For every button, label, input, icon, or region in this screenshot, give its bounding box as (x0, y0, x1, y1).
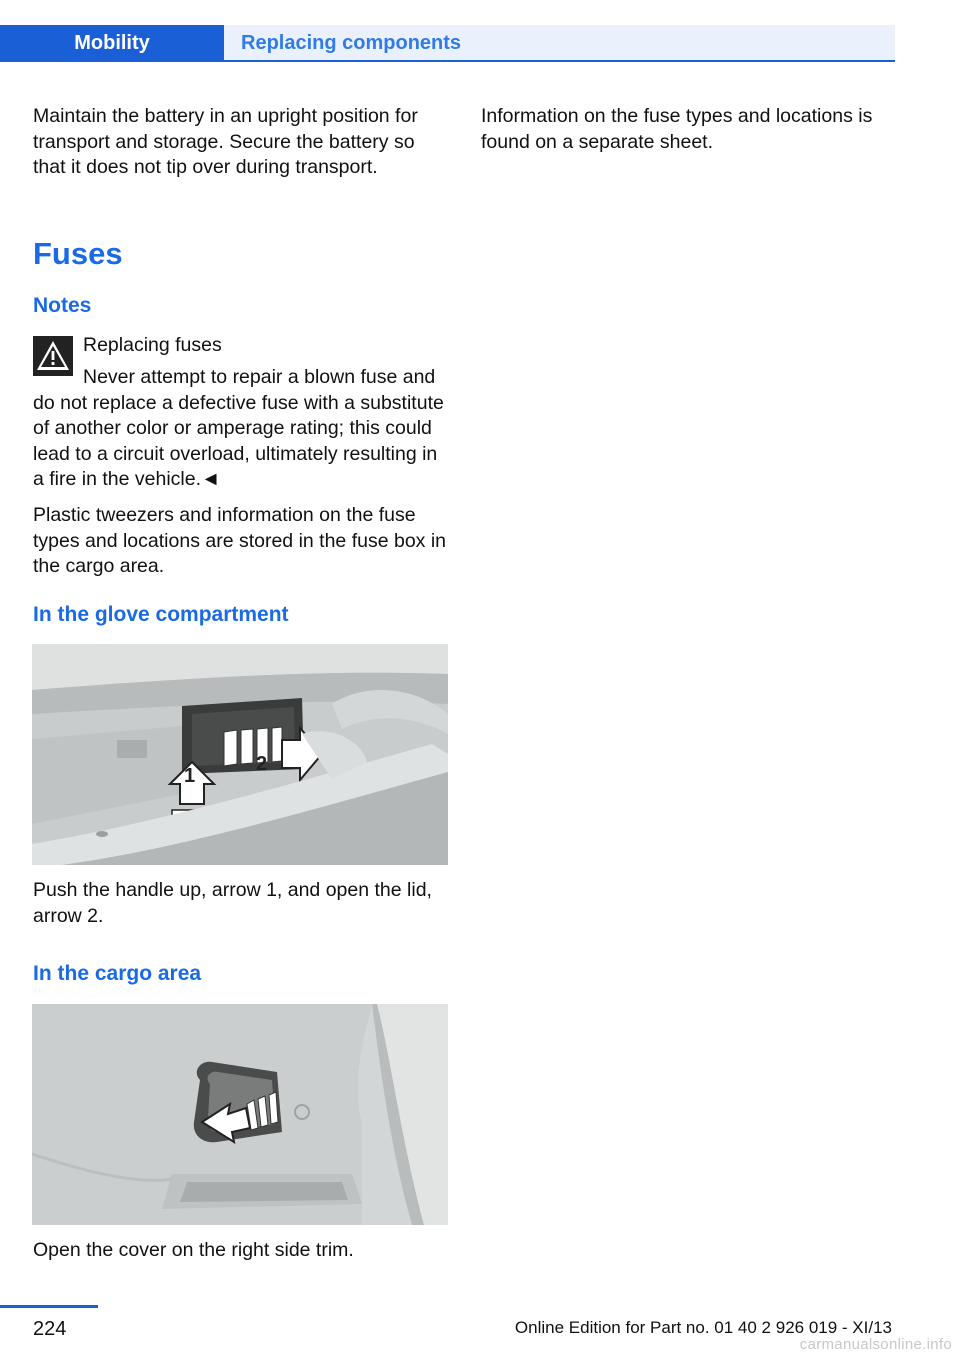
page-number: 224 (33, 1318, 67, 1340)
intro-text: Maintain the battery in an upright position for transport and storage. Secure the battery so that it does not tip over during transport. (33, 105, 418, 178)
info-text: Information on the fuse types and locations is found on a separate sheet. (481, 105, 873, 153)
page-header (0, 25, 895, 61)
watermark: carmanualsonline.info (799, 1336, 952, 1353)
warning-body: Never attempt to repair a blown fuse and do not replace a defective fuse with a substitute of another color or amperage rating; this could lead to a circuit overload, ultimately resulting in a fire in the vehicle.◄ (33, 366, 444, 490)
tweezers-paragraph (33, 503, 448, 580)
intro-paragraph (33, 104, 448, 181)
arrow-label-2: 2 (256, 753, 268, 775)
warning-title: Replacing fuses (83, 334, 222, 356)
notes-heading: Notes (33, 294, 92, 317)
cargo-heading: In the cargo area (33, 962, 202, 985)
glove-compartment-illustration (32, 644, 448, 865)
arrow-label-1: 1 (184, 765, 196, 787)
glove-heading: In the glove compartment (33, 603, 289, 626)
subsection-tab: Replacing components (224, 25, 895, 61)
cargo-caption (33, 1238, 448, 1264)
cargo-caption-text: Open the cover on the right side trim. (33, 1239, 354, 1261)
page-title: Fuses (33, 236, 123, 271)
right-column (481, 104, 901, 155)
edition-text: Online Edition for Part no. 01 40 2 926 019 - XI/13 (514, 1318, 892, 1337)
footer-rule (0, 1305, 98, 1308)
glove-caption (33, 878, 448, 929)
tweezers-text: Plastic tweezers and information on the fuse types and locations are stored in the fuse box in the cargo area. (33, 504, 447, 577)
cargo-area-illustration (32, 1004, 448, 1225)
section-tab: Mobility (0, 25, 224, 61)
header-rule (0, 60, 895, 62)
glove-caption-text: Push the handle up, arrow 1, and open the lid, arrow 2. (33, 879, 432, 927)
